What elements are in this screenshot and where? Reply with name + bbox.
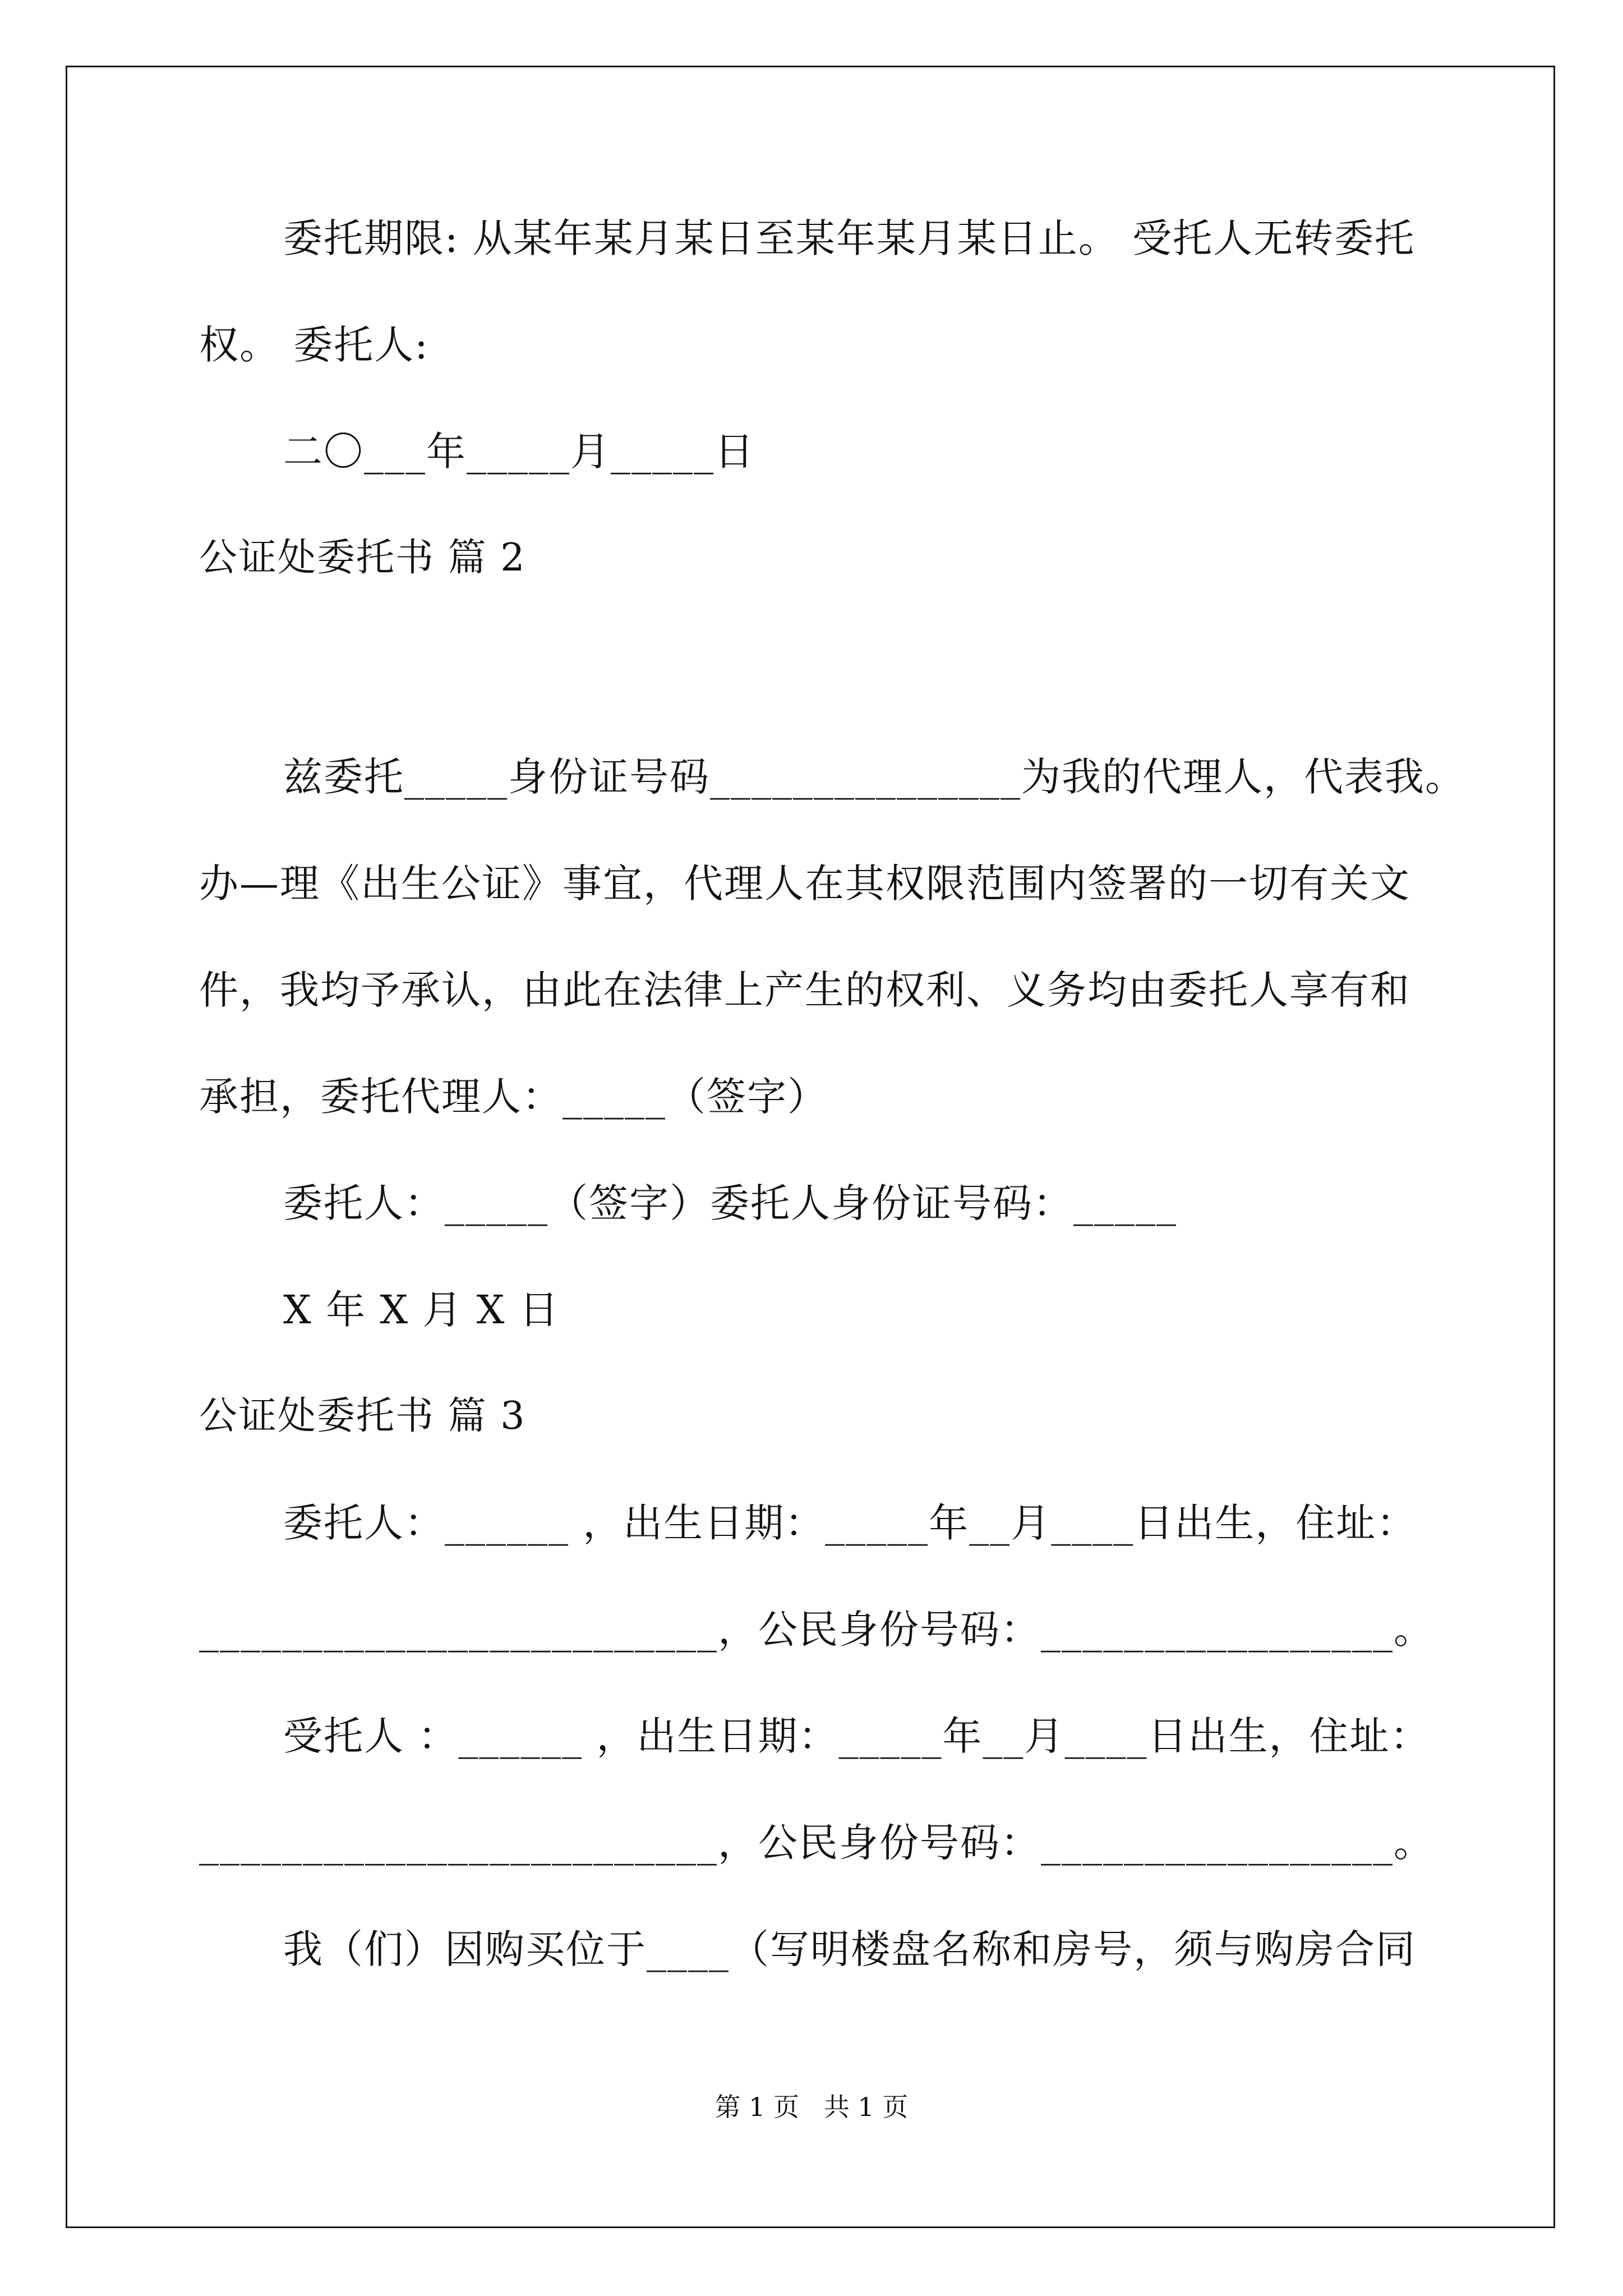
section-heading: 公证处委托书 篇 2 — [199, 536, 526, 580]
paragraph-line: 受托人 ：______ ，出生日期：_____年__月____日出生，住址： — [283, 1713, 1431, 1759]
paragraph-line: 承担，委托代理人：_____（签字） — [199, 1074, 828, 1120]
paragraph-line: 我（们）因购买位于____（写明楼盘名称和房号，须与购房合同 — [283, 1926, 1416, 1972]
date-line: 二〇___年_____月_____日 — [283, 429, 755, 475]
paragraph-line: 委托人：_____（签字）委托人身份证号码：_____ — [283, 1180, 1177, 1226]
date-line: X 年 X 月 X 日 — [283, 1287, 560, 1333]
paragraph-line: 办—理《出生公证》事宜，代理人在其权限范围内签署的一切有关文 — [199, 861, 1410, 907]
section-heading: 公证处委托书 篇 3 — [199, 1394, 526, 1438]
paragraph-line: _________________________，公民身份号码：_________________。 — [199, 1607, 1434, 1653]
paragraph-line: 权。 委托人: — [199, 322, 429, 368]
paragraph-line: 兹委托_____身份证号码_______________为我的代理人，代表我。 — [283, 754, 1465, 800]
paragraph-line: _________________________，公民身份号码：_________________。 — [199, 1820, 1434, 1866]
paragraph-line: 件，我均予承认，由此在法律上产生的权利、义务均由委托人享有和 — [199, 967, 1410, 1013]
page-footer: 第 1 页 共 1 页 — [714, 2092, 909, 2122]
paragraph-line: 委托期限: 从某年某月某日至某年某月某日止。 受托人无转委托 — [283, 215, 1415, 261]
paragraph-line: 委托人：______ ，出生日期：_____年__月____日出生，住址： — [283, 1500, 1417, 1546]
page-border — [66, 66, 1555, 2228]
